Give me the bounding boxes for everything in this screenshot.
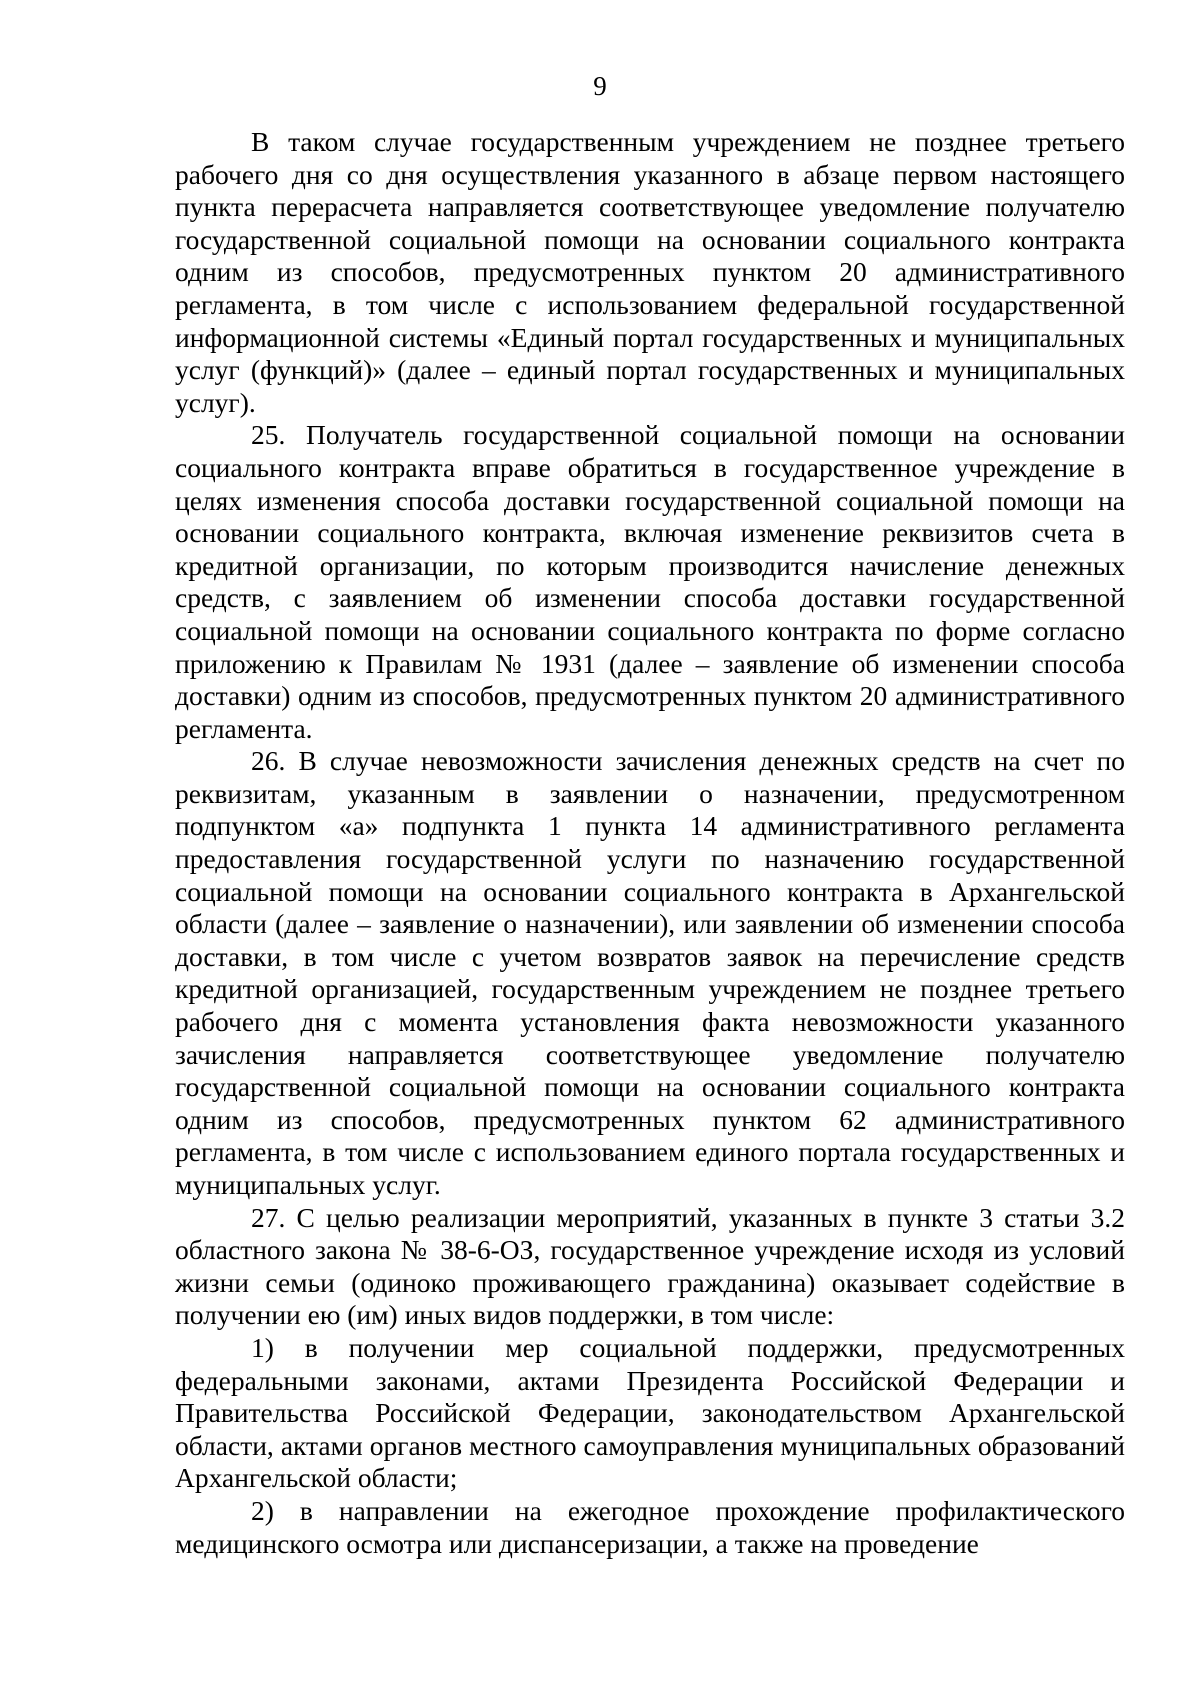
paragraph-27: 27. С целью реализации мероприятий, указанных в пункте 3 статьи 3.2 областного закона № 38-6-ОЗ, государственное учреждение исходя из условий жизни семьи (одиноко проживающего гражданина) оказывает содействие в получении ею (им) иных видов поддержки, в том числе:: [175, 1201, 1125, 1331]
document-body: [175, 126, 1125, 1560]
page-number: 9: [593, 71, 607, 101]
list-item-1: 1) в получении мер социальной поддержки, предусмотренных федеральными законами, актами Президента Российской Федерации и Правительства Российской Федерации, законодательством Архангельской области, актами органов местного самоуправления муниципальных образований Архангельской области;: [175, 1331, 1125, 1494]
paragraph-notification: В таком случае государственным учреждением не позднее третьего рабочего дня со дня осуществления указанного в абзаце первом настоящего пункта перерасчета направляется соответствующее уведомление получателю государственной социальной помощи на основании социального контракта одним из способов, предусмотренных пунктом 20 административного регламента, в том числе с использованием федеральной государственной информационной системы «Единый портал государственных и муниципальных услуг (функций)» (далее – единый портал государственных и муниципальных услуг).: [175, 126, 1125, 418]
paragraph-26: 26. В случае невозможности зачисления денежных средств на счет по реквизитам, указанным в заявлении о назначении, предусмотренном подпунктом «а» подпункта 1 пункта 14 административного регламента предоставления государственной услуги по назначению государственной социальной помощи на основании социального контракта в Архангельской области (далее – заявление о назначении), или заявлении об изменении способа доставки, в том числе с учетом возвратов заявок на перечисление средств кредитной организацией, государственным учреждением не позднее третьего рабочего дня с момента установления факта невозможности указанного зачисления направляется соответствующее уведомление получателю государственной социальной помощи на основании социального контракта одним из способов, предусмотренных пунктом 62 административного регламента, в том числе с использованием единого портала государственных и муниципальных услуг.: [175, 745, 1125, 1200]
list-item-2: 2) в направлении на ежегодное прохождение профилактического медицинского осмотра или диспансеризации, а также на проведение: [175, 1494, 1125, 1559]
paragraph-25: 25. Получатель государственной социальной помощи на основании социального контракта вправе обратиться в государственное учреждение в целях изменения способа доставки государственной социальной помощи на основании социального контракта, включая изменение реквизитов счета в кредитной организации, по которым производится начисление денежных средств, с заявлением об изменении способа доставки государственной социальной помощи на основании социального контракта по форме согласно приложению к Правилам № 1931 (далее – заявление об изменении способа доставки) одним из способов, предусмотренных пунктом 20 административного регламента.: [175, 419, 1125, 744]
